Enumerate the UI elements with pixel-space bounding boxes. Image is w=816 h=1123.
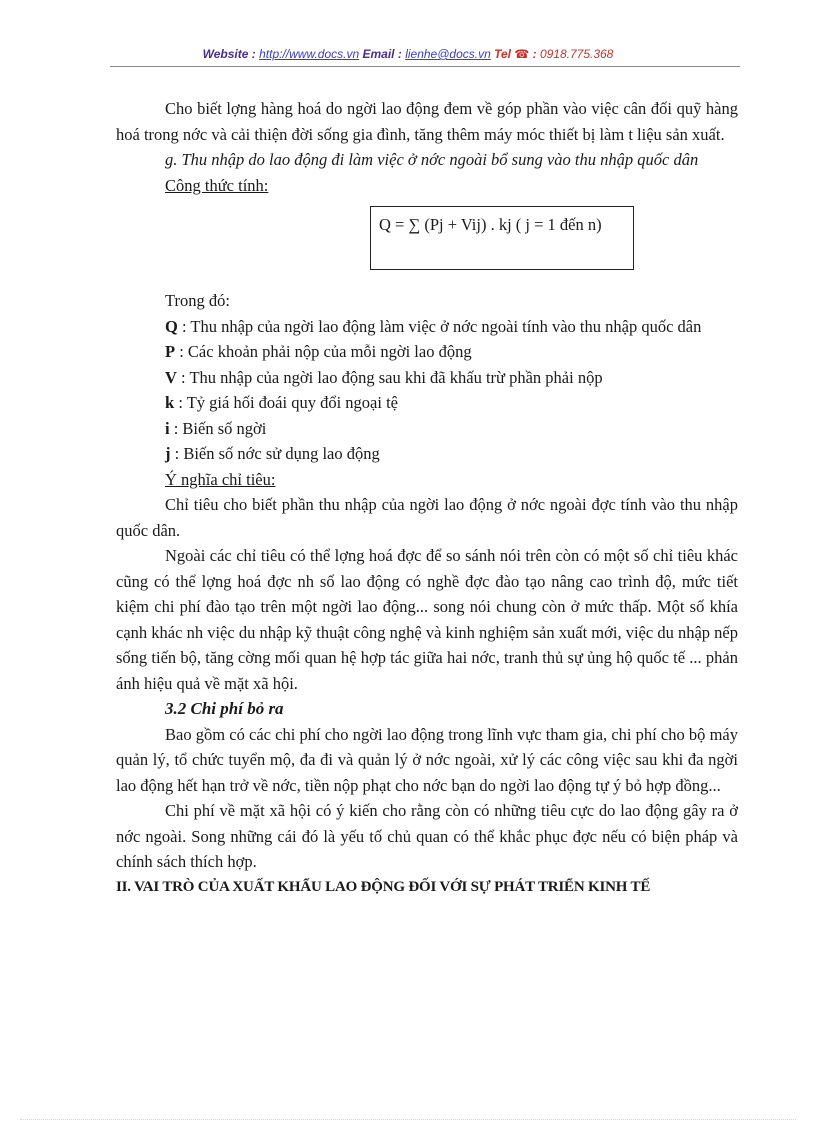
page-header (0, 47, 816, 61)
paragraph-meaning: Chỉ tiêu cho biết phần thu nhập của ngời lao động ở nớc ngoài đợc tính vào thu nhập quốc dân. (116, 495, 738, 540)
paragraph-goods: Cho biết lợng hàng hoá do ngời lao động đem về góp phần vào việc cân đối quỹ hàng hoá trong nớc và cải thiện đời sống gia đình, tăng thêm máy móc thiết bị làm t liệu sản xuất. (116, 99, 738, 144)
website-link[interactable]: http://www.docs.vn (259, 47, 360, 61)
def-p (116, 339, 738, 365)
footer-divider (20, 1119, 796, 1120)
def-text: : Các khoản phải nộp của mỗi ngời lao động (175, 342, 472, 361)
formula-label: Công thức tính: (165, 175, 269, 195)
formula-box: Q = ∑ (Pj + Vij) . kj ( j = 1 đến n) (370, 206, 634, 270)
section-3-2-title: 3.2 Chi phí bỏ ra (165, 699, 284, 718)
where-label: Trong đó: (165, 291, 230, 310)
def-text: : Tỷ giá hối đoái quy đổi ngoại tệ (174, 393, 398, 412)
email-label: Email : (362, 47, 406, 61)
def-text: : Biến số nớc sử dụng lao động (170, 444, 380, 463)
section-g-title: g. Thu nhập do lao động đi làm việc ở nớc ngoài bổ sung vào thu nhập quốc dân (165, 150, 699, 169)
def-i (116, 416, 738, 442)
paragraph-costs: Bao gồm có các chi phí cho ngời lao động trong lĩnh vực tham gia, chi phí cho bộ máy quản lý, tổ chức tuyển mộ, đa đi và quản lý ở nớc ngoài, xử lý các công việc sau khi đa ngời lao động hết hạn trở về nớc, tiền nộp phạt cho nớc bạn do ngời lao động tự ý bỏ hợp đồng... (116, 724, 738, 795)
def-symbol: k (165, 393, 175, 412)
def-text: : Thu nhập của ngời lao động làm việc ở nớc ngoài tính vào thu nhập quốc dân (177, 316, 702, 336)
heading-section-II: II. VAI TRÒ CỦA XUẤT KHẨU LAO ĐỘNG ĐỐI VỚI SỰ PHÁT TRIỂN KINH TẾ (116, 878, 651, 895)
def-j (116, 441, 738, 467)
paragraph-social-costs: Chi phí về mặt xã hội có ý kiến cho rằng còn có những tiêu cực do lao động gây ra ở nớc ngoài. Song những cái đó là yếu tố chủ quan có thể khắc phục đợc nếu có biện pháp và chính sách thích hợp. (116, 801, 738, 871)
tel-label: Tel ☎ : (494, 47, 540, 61)
def-q (116, 314, 738, 340)
def-k (116, 390, 738, 416)
def-text: : Thu nhập của ngời lao động sau khi đã khấu trừ phần phải nộp (176, 367, 603, 387)
def-symbol: V (165, 367, 177, 387)
meaning-label: Ý nghĩa chỉ tiêu: (165, 469, 276, 489)
def-v (116, 365, 738, 391)
def-text: : Biến số ngời (169, 418, 267, 438)
header-divider (110, 66, 740, 67)
def-symbol: j (165, 444, 171, 463)
email-link[interactable]: lienhe@docs.vn (405, 47, 491, 61)
def-symbol: i (165, 418, 170, 438)
paragraph-other-indicators: Ngoài các chỉ tiêu có thể lợng hoá đợc để so sánh nói trên còn có một số chỉ tiêu khác cũng có thể lợng hoá đợc nh số lao động có nghề đợc đào tạo nâng cao trình độ, mức tiết kiệm chi phí đào tạo trên một ngời lao động... song nói chung còn ở mức thấp. Một số khía cạnh khác nh việc du nhập kỹ thuật công nghệ và kinh nghiệm sản xuất mới, việc du nhập nếp sống tiến bộ, tăng cờng mối quan hệ hợp tác giữa hai nớc, tranh thủ sự ủng hộ quốc tế ... phản ánh hiệu quả về mặt xã hội. (116, 546, 738, 693)
document-body (116, 96, 738, 900)
def-symbol: Q (165, 316, 178, 336)
website-label: Website : (202, 47, 260, 61)
def-symbol: P (165, 342, 176, 361)
phone-number: 0918.775.368 (539, 47, 614, 61)
